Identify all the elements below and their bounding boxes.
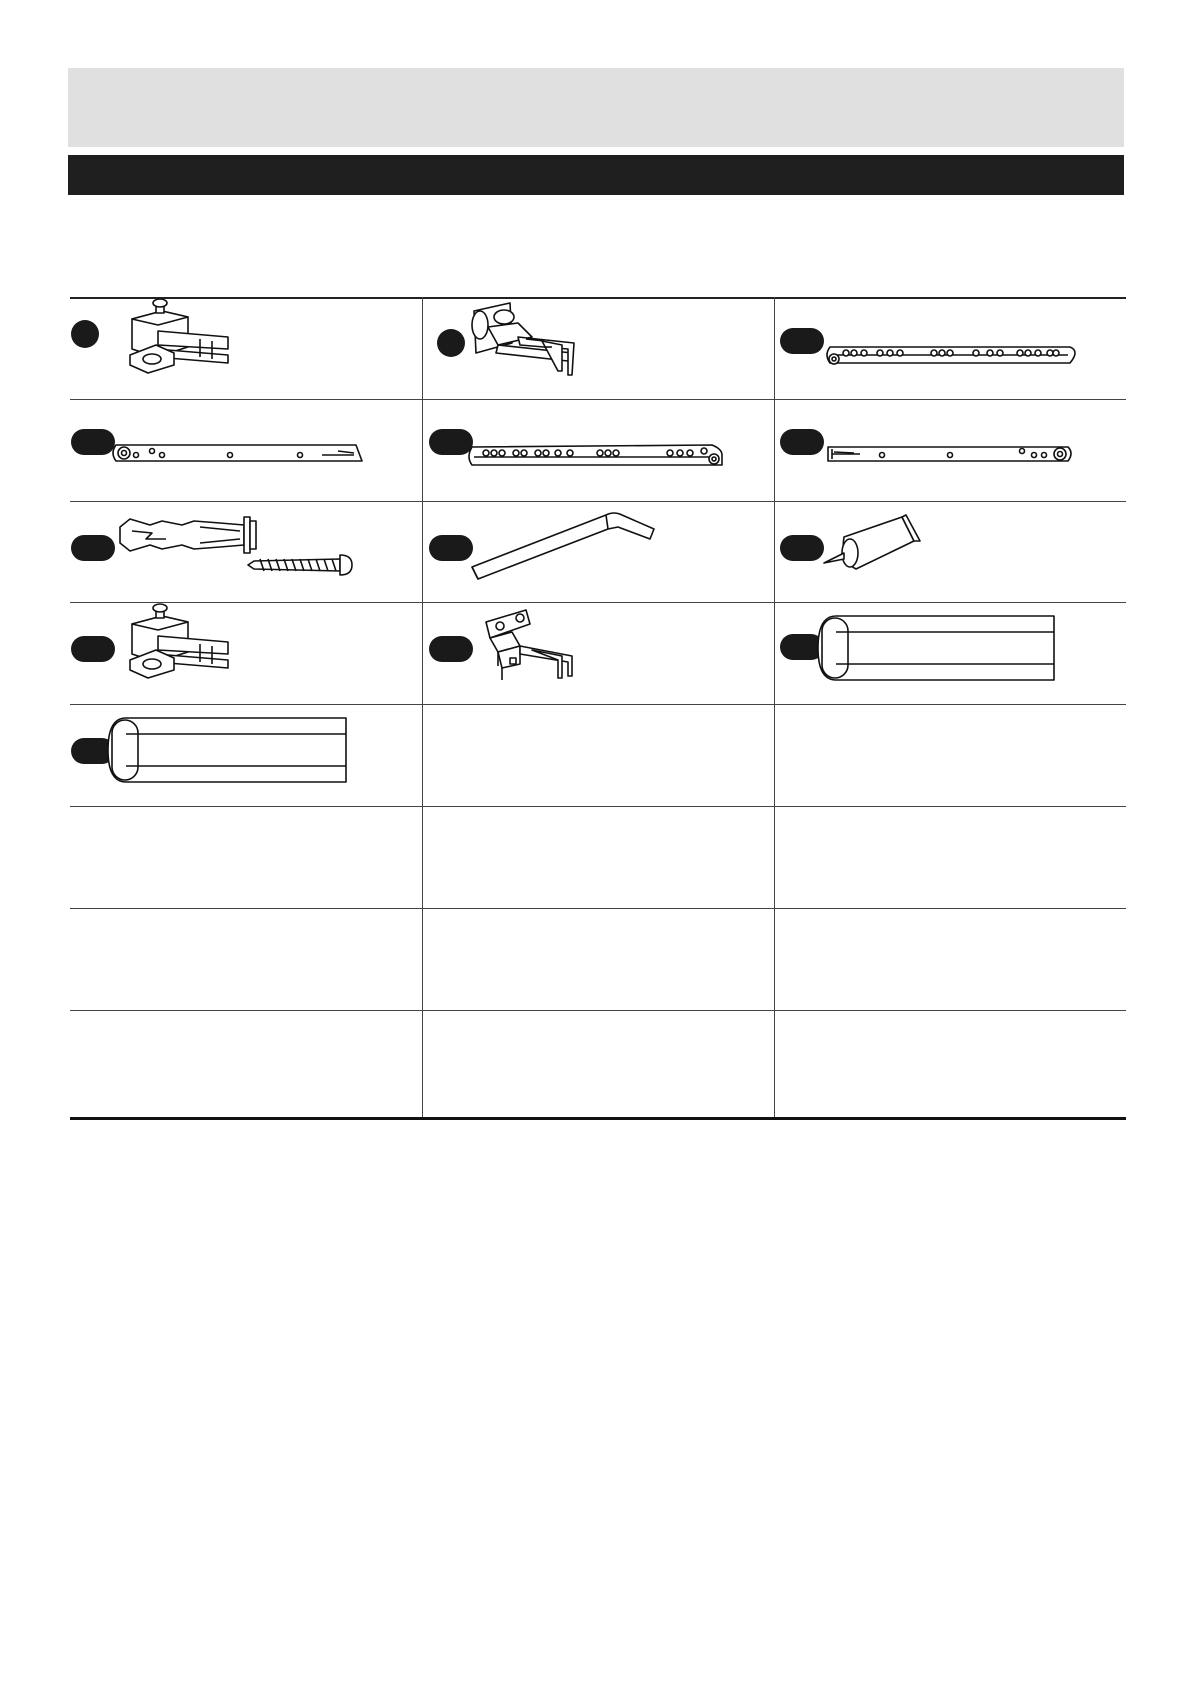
- part-cell: [774, 501, 1126, 603]
- part-cell: [70, 297, 422, 399]
- part-cell: [422, 501, 774, 603]
- header-band: [68, 68, 1124, 147]
- part-cell: [774, 399, 1126, 501]
- cabinet-clip-bracket-icon: [70, 297, 422, 399]
- part-cell: [70, 704, 422, 806]
- drawer-runner-rail-icon: [422, 399, 774, 501]
- cabinet-clip-bracket-icon: [70, 602, 422, 704]
- thin-runner-rail-icon: [70, 399, 422, 501]
- row-divider: [70, 1010, 1126, 1011]
- part-cell: [422, 399, 774, 501]
- hinge-bracket-icon: [422, 297, 774, 399]
- wall-plug-and-screw-icon: [70, 501, 422, 603]
- part-cell: [70, 602, 422, 704]
- part-cell: [774, 297, 1126, 399]
- part-cell: [70, 399, 422, 501]
- part-cell: [422, 297, 774, 399]
- thin-runner-rail-icon: [774, 399, 1126, 501]
- glue-tube-icon: [774, 501, 1126, 603]
- title-bar: [68, 155, 1124, 195]
- part-cell: [422, 602, 774, 704]
- row-divider: [70, 908, 1126, 909]
- drawer-runner-rail-icon: [774, 297, 1126, 399]
- part-cell: [70, 501, 422, 603]
- parts-table: [70, 297, 1126, 1120]
- oval-hanging-rail-icon: [70, 704, 422, 806]
- part-cell: [774, 602, 1126, 704]
- table-bottom-rule: [70, 1117, 1126, 1120]
- hinge-bracket-icon: [422, 602, 774, 704]
- row-divider: [70, 806, 1126, 807]
- oval-hanging-rail-icon: [774, 602, 1126, 704]
- allen-key-icon: [422, 501, 774, 603]
